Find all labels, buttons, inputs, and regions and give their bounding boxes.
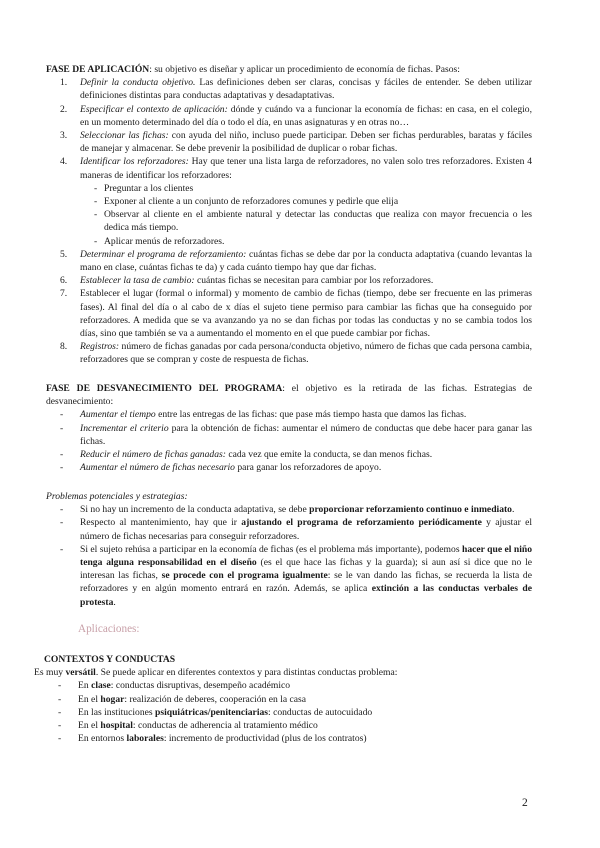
list-item: - Aumentar el número de fichas necesario para ganar los reforzadores de apoyo.: [60, 462, 382, 474]
step-item: 7. Establecer el lugar (formal o informal) y momento de cambio de fichas (tiempo, debe ser frecuente en las primeras fases). Al final del día o al cabo de x días el sujeto tiene permiso para cambiar las fichas que ha conseguido por reforzadores. A medida que se va avanzando ya no se dan fichas por todas las conductas y no se cambia todos los días, sino que también se va a aumentando el momento en el que puede cambiar por fichas.: [60, 288, 532, 340]
list-item: - Aumentar el tiempo entre las entregas de las fichas: que pase más tiempo hasta que damos las fichas.: [60, 409, 467, 421]
section-fase-aplicacion: [46, 63, 532, 367]
step-item: 3. Seleccionar las fichas: con ayuda del niño, incluso puede participar. Deben ser fichas perdurables, baratas y fáciles de manejar y almacenar. Se debe prevenir la posibilidad de duplicar o robar fichas.: [60, 130, 532, 155]
list-item: - En entornos laborales: incremento de productividad (plus de los contratos): [58, 733, 367, 745]
list-item: - Si no hay un incremento de la conducta adaptativa, se debe proporcionar reforzamiento continuo e inmediato.: [60, 504, 515, 516]
list-item: - Respecto al mantenimiento, hay que ir ajustando el programa de reforzamiento periódicamente y ajustar el número de fichas necesarias para conseguir reforzadores.: [60, 517, 533, 542]
sub-item: - Preguntar a los clientes: [94, 182, 194, 194]
contextos-intro: Es muy versátil. Se puede aplicar en diferentes contextos y para distintas conductas problema:: [34, 667, 398, 679]
desvanecimiento-list: [46, 408, 532, 474]
contextos-heading: CONTEXTOS Y CONDUCTAS: [44, 654, 176, 665]
page-number: 2: [522, 797, 528, 809]
aplicaciones-link[interactable]: Aplicaciones:: [78, 623, 140, 635]
fase-aplicacion-intro: FASE DE APLICACIÓN: su objetivo es diseñar y aplicar un procedimiento de economía de fichas. Pasos:: [46, 64, 460, 75]
fase-aplicacion-heading: FASE DE APLICACIÓN: [46, 64, 150, 75]
step-item: 8. Registros: número de fichas ganadas por cada persona/conducta objetivo, número de fichas que cada persona cambia, reforzadores que se compran y coste de respuesta de fichas.: [60, 341, 532, 366]
sub-item: - Aplicar menús de reforzadores.: [94, 235, 225, 247]
step-item: 4. Identificar los reforzadores: Hay que tener una lista larga de reforzadores, no valen solo tres reforzadores. Existen 4 maneras de identificar los reforzadores: - Preguntar a los clientes - Exponer al cliente a un conjunto de reforzadores comunes y pedirle que elija - Observar al cliente en el ambiente natural y detectar las conductas que realiza con mayor frecuencia o les dedica más tiempo. - Aplicar menús de reforzadores.: [46, 155, 532, 247]
list-item: - En clase: conductas disruptivas, desempeño académico: [58, 680, 291, 692]
list-item: - Incrementar el criterio para la obtención de fichas: aumentar el número de conductas que debe hacer para ganar las fichas.: [60, 422, 532, 447]
step-item: 1. Definir la conducta objetivo. Las definiciones deben ser claras, concisas y fáciles de entender. Se deben utilizar definiciones distintas para conductas adaptativas y desadaptativas.: [60, 77, 532, 102]
list-item: - Reducir el número de fichas ganadas: cada vez que emite la conducta, se dan menos fichas.: [60, 449, 433, 461]
problemas-list: [46, 503, 532, 609]
problemas-heading: Problemas potenciales y estrategias:: [46, 491, 188, 502]
desvanecimiento-heading: FASE DE DESVANECIMIENTO DEL PROGRAMA: [46, 383, 283, 394]
sub-item: - Observar al cliente en el ambiente natural y detectar las conductas que realiza con mayor frecuencia o les dedica más tiempo.: [94, 209, 532, 234]
list-item: - En las instituciones psiquiátricas/penitenciarias: conductas de autocuidado: [58, 706, 373, 718]
section-contextos: [34, 653, 530, 745]
list-item: - En el hospital: conductas de adherencia al tratamiento médico: [58, 720, 318, 732]
section-fase-desvanecimiento: [46, 382, 532, 474]
steps-list: [46, 76, 532, 366]
contextos-list: [44, 679, 530, 745]
step-item: 6. Establecer la tasa de cambio: cuántas fichas se necesitan para cambiar por los reforzadores.: [60, 275, 434, 287]
sub-item: - Exponer al cliente a un conjunto de reforzadores comunes y pedirle que elija: [94, 196, 399, 208]
desvanecimiento-intro: FASE DE DESVANECIMIENTO DEL PROGRAMA: el objetivo es la retirada de las fichas. Estrategias de desvanecimiento:: [46, 383, 533, 408]
list-item: - Si el sujeto rehúsa a participar en la economía de fichas (es el problema más importante), podemos hacer que el niño tenga alguna responsabilidad en el diseño (es el que hace las fichas y la guarda); si aun así si dice que no le interesan las fichas, se procede con el programa igualmente: se le van dando las fichas, se recuerda la lista de reforzadores y en algún momento entrará en razón. Además, se aplica extinción a las conductas verbales de protesta.: [60, 543, 532, 608]
reforzadores-sublist: [46, 182, 532, 248]
section-problemas: [46, 490, 532, 609]
list-item: - En el hogar: realización de deberes, cooperación en la casa: [58, 693, 307, 705]
step-item: 2. Especificar el contexto de aplicación: dónde y cuándo va a funcionar la economía de fichas: en casa, en el colegio, en un momento determinado del día o todo el día, en unas asignaturas y en otras no…: [60, 103, 532, 128]
step-item: 5. Determinar el programa de reforzamiento: cuántas fichas se debe dar por la conducta adaptativa (cuando levantas la mano en clase, cuántas fichas te da) y cada cuánto tiempo hay que dar fichas.: [60, 248, 533, 274]
